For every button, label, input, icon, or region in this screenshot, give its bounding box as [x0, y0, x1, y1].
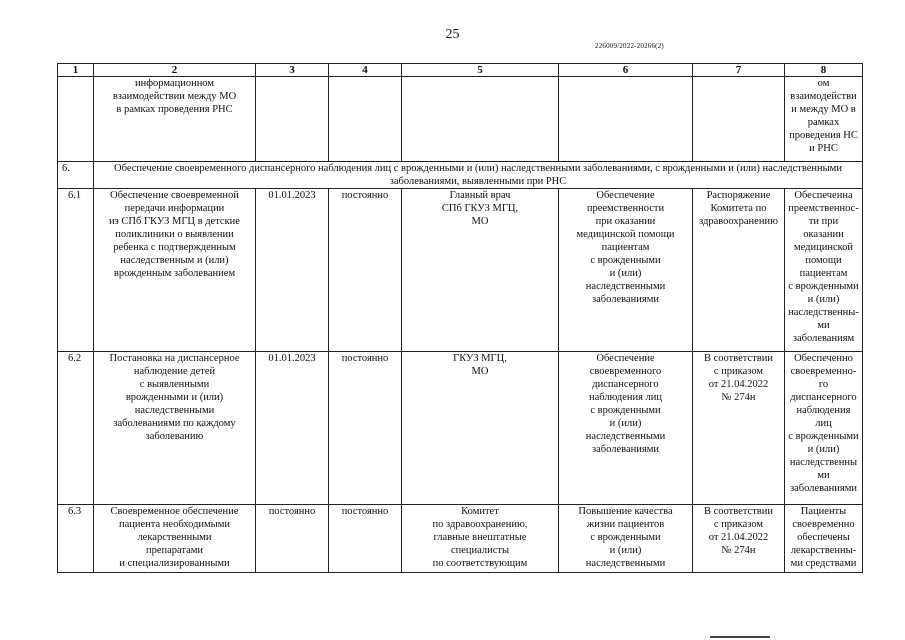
section-row	[58, 162, 863, 189]
cell-responsible: Комитет по здравоохранению, главные внештатные специалисты по соответствующим	[402, 505, 559, 573]
cell-start: постоянно	[256, 505, 329, 573]
row-number: 6.2	[58, 352, 94, 505]
cell-end: постоянно	[329, 352, 402, 505]
cell-result: Повышение качества жизни пациентов с врожденными и (или) наследственными	[559, 505, 693, 573]
cell-end: постоянно	[329, 505, 402, 573]
header-row	[58, 64, 863, 77]
cell-measure: Своевременное обеспечение пациента необходимыми лекарственными препаратами и специализированными	[94, 505, 256, 573]
header-cell: 4	[329, 64, 402, 77]
cell-indicator: Пациенты своевременно обеспечены лекарственны- ми средствами	[785, 505, 863, 573]
cell-measure: Постановка на диспансерное наблюдение детей с выявленными врожденными и (или) наследственными заболеваниями по каждому заболеванию	[94, 352, 256, 505]
cell-basis: Распоряжение Комитета по здравоохранению	[693, 189, 785, 352]
row-number: 6.1	[58, 189, 94, 352]
section-title: Обеспечение своевременного диспансерного наблюдения лиц с врожденными и (или) наследственными заболеваниями, с врожденными и (или) наследственными заболеваниями, выявленными при РНС	[94, 162, 863, 189]
cell-end	[329, 77, 402, 162]
page-edge-mark	[710, 636, 770, 638]
table-row	[58, 352, 863, 505]
continuation-row	[58, 77, 863, 162]
cell-start: 01.01.2023	[256, 189, 329, 352]
header-cell: 7	[693, 64, 785, 77]
header-cell: 2	[94, 64, 256, 77]
cell-basis: В соответствии с приказом от 21.04.2022 № 274н	[693, 352, 785, 505]
header-cell: 5	[402, 64, 559, 77]
page-number: 25	[445, 27, 460, 42]
header-cell: 1	[58, 64, 94, 77]
cell-basis	[693, 77, 785, 162]
header-cell: 8	[785, 64, 863, 77]
cell-responsible: Главный врач СПб ГКУЗ МГЦ, МО	[402, 189, 559, 352]
cell-responsible	[402, 77, 559, 162]
cell-number	[58, 77, 94, 162]
cell-responsible: ГКУЗ МГЦ, МО	[402, 352, 559, 505]
table-row	[58, 189, 863, 352]
row-number: 6.3	[58, 505, 94, 573]
cell-basis: В соответствии с приказом от 21.04.2022 № 274н	[693, 505, 785, 573]
cell-measure: информационном взаимодействии между МО в рамках проведения РНС	[94, 77, 256, 162]
cell-indicator: Обеспеченна преемственнос- ти при оказании медицинской помощи пациентам с врожденными и (или) наследственны- ми заболеваниям	[785, 189, 863, 352]
header-cell: 3	[256, 64, 329, 77]
cell-measure: Обеспечение своевременной передачи информации из СПб ГКУЗ МГЦ в детские поликлиники о выявлении ребенка с подтвержденным наследственным и (или) врожденным заболеванием	[94, 189, 256, 352]
section-number: 6.	[58, 162, 94, 189]
header-cell: 6	[559, 64, 693, 77]
plan-table	[57, 63, 863, 573]
cell-result: Обеспечение преемственности при оказании медицинской помощи пациентам с врожденными и (или) наследственными заболеваниями	[559, 189, 693, 352]
cell-end: постоянно	[329, 189, 402, 352]
cell-indicator: Обеспеченно своевременно- го диспансерного наблюдения лиц с врожденными и (или) наследственны ми заболеваниями	[785, 352, 863, 505]
document-id: 226009/2022-20266(2)	[595, 42, 664, 50]
cell-result	[559, 77, 693, 162]
cell-result: Обеспечение своевременного диспансерного наблюдения лиц с врожденными и (или) наследственными заболеваниями	[559, 352, 693, 505]
cell-start: 01.01.2023	[256, 352, 329, 505]
table-row	[58, 505, 863, 573]
cell-start	[256, 77, 329, 162]
cell-indicator: ом взаимодействи и между МО в рамках проведения НС и РНС	[785, 77, 863, 162]
